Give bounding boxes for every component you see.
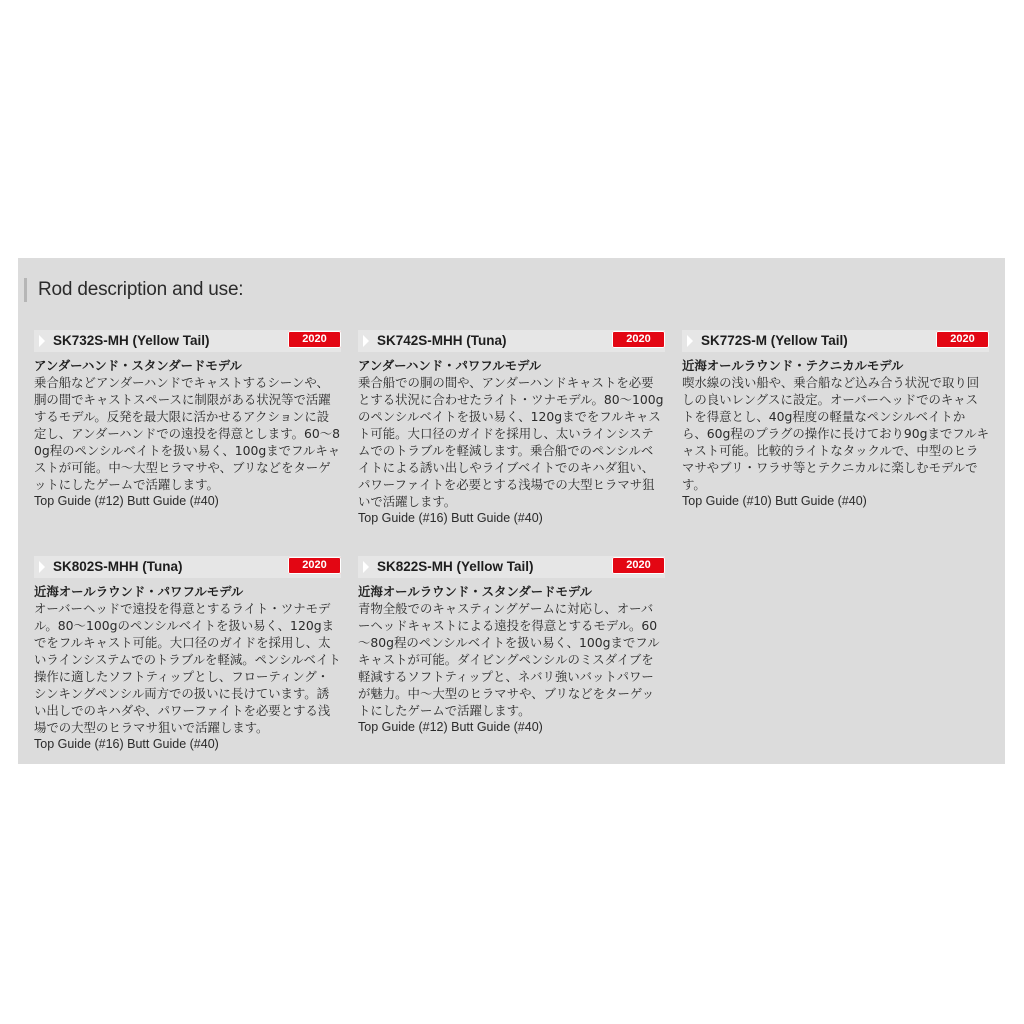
guide-spec: Top Guide (#12) Butt Guide (#40) <box>358 720 543 734</box>
year-badge: 2020 <box>288 331 341 348</box>
model-description: 青物全般でのキャスティングゲームに対応し、オーバーヘッドキャストによる遠投を得意とするモデル。60～80g程のペンシルベイトを扱い易く、100gまでフルキャストが可能。ダイビングペンシルのミスダイブを軽減するソフトティップと、ネバリ強いバットパワーが魅力。中～大型のヒラマサや、ブリなどをターゲットにしたゲームで活躍します。 <box>358 601 660 718</box>
card-header <box>34 556 341 578</box>
card-header <box>358 556 665 578</box>
rod-card-sk742s-mhh <box>358 330 665 527</box>
triangle-right-icon <box>363 561 369 573</box>
section-title: Rod description and use: <box>24 278 243 302</box>
rod-card-sk822s-mh <box>358 556 665 736</box>
model-name: SK822S-MH (Yellow Tail) <box>377 559 534 574</box>
year-badge: 2020 <box>612 557 665 574</box>
triangle-right-icon <box>363 335 369 347</box>
model-name: SK772S-M (Yellow Tail) <box>701 333 848 348</box>
model-name: SK732S-MH (Yellow Tail) <box>53 333 210 348</box>
model-name: SK742S-MHH (Tuna) <box>377 333 507 348</box>
model-subtitle: 近海オールラウンド・パワフルモデル <box>34 584 244 599</box>
card-header <box>34 330 341 352</box>
model-subtitle: アンダーハンド・パワフルモデル <box>358 358 542 373</box>
guide-spec: Top Guide (#10) Butt Guide (#40) <box>682 494 867 508</box>
year-badge: 2020 <box>936 331 989 348</box>
year-badge: 2020 <box>612 331 665 348</box>
triangle-right-icon <box>687 335 693 347</box>
rod-card-sk732s-mh <box>34 330 341 510</box>
model-description: 乗合船などアンダーハンドでキャストするシーンや、胴の間でキャストスペースに制限がある状況等で活躍するモデル。反発を最大限に活かせるアクションに設定し、アンダーハンドでの遠投を得意とします。60～80g程のペンシルベイトを扱い易く、100gまでフルキャストが可能。中～大型ヒラマサや、ブリなどをターゲットにしたゲームで活躍します。 <box>34 375 341 492</box>
model-description: 喫水線の浅い船や、乗合船など込み合う状況で取り回しの良いレングスに設定。オーバーヘッドでのキャストを得意とし、40g程度の軽量なペンシルベイトから、60g程のプラグの操作に長けており90gまでフルキャスト可能。比較的ライトなタックルで、中型のヒラマサやブリ・ワラサ等とテクニカルに楽しむモデルです。 <box>682 375 989 492</box>
triangle-right-icon <box>39 335 45 347</box>
model-subtitle: アンダーハンド・スタンダードモデル <box>34 358 242 373</box>
guide-spec: Top Guide (#16) Butt Guide (#40) <box>34 737 219 751</box>
model-description: オーバーヘッドで遠投を得意とするライト・ツナモデル。80～100gのペンシルベイトを扱い易く、120gまでをフルキャスト可能。大口径のガイドを採用し、太いラインシステムでのトラブルを軽減。ペンシルベイト操作に適したソフトティップとし、フローティング・シンキングペンシル両方での扱いに長けています。誘い出しでのキハダや、パワーファイトを必要とする浅場での大型のヒラマサ狙いで活躍します。 <box>34 601 341 735</box>
model-subtitle: 近海オールラウンド・スタンダードモデル <box>358 584 593 599</box>
model-description: 乗合船での胴の間や、アンダーハンドキャストを必要とする状況に合わせたライト・ツナモデル。80～100gのペンシルベイトを扱い易く、120gまでをフルキャスト可能。大口径のガイドを採用し、太いラインシステムでのトラブルを軽減します。乗合船でのペンシルベイトによる誘い出しやライブベイトでのキハダ狙い、パワーファイトを必要とする浅場での大型ヒラマサ狙いで活躍します。 <box>358 375 664 509</box>
rod-card-sk772s-m <box>682 330 989 510</box>
year-badge: 2020 <box>288 557 341 574</box>
guide-spec: Top Guide (#12) Butt Guide (#40) <box>34 494 219 508</box>
guide-spec: Top Guide (#16) Butt Guide (#40) <box>358 511 543 525</box>
rod-description-panel <box>18 258 1005 764</box>
model-name: SK802S-MHH (Tuna) <box>53 559 183 574</box>
model-subtitle: 近海オールラウンド・テクニカルモデル <box>682 358 904 373</box>
triangle-right-icon <box>39 561 45 573</box>
rod-card-sk802s-mhh <box>34 556 341 753</box>
card-header <box>358 330 665 352</box>
card-header <box>682 330 989 352</box>
